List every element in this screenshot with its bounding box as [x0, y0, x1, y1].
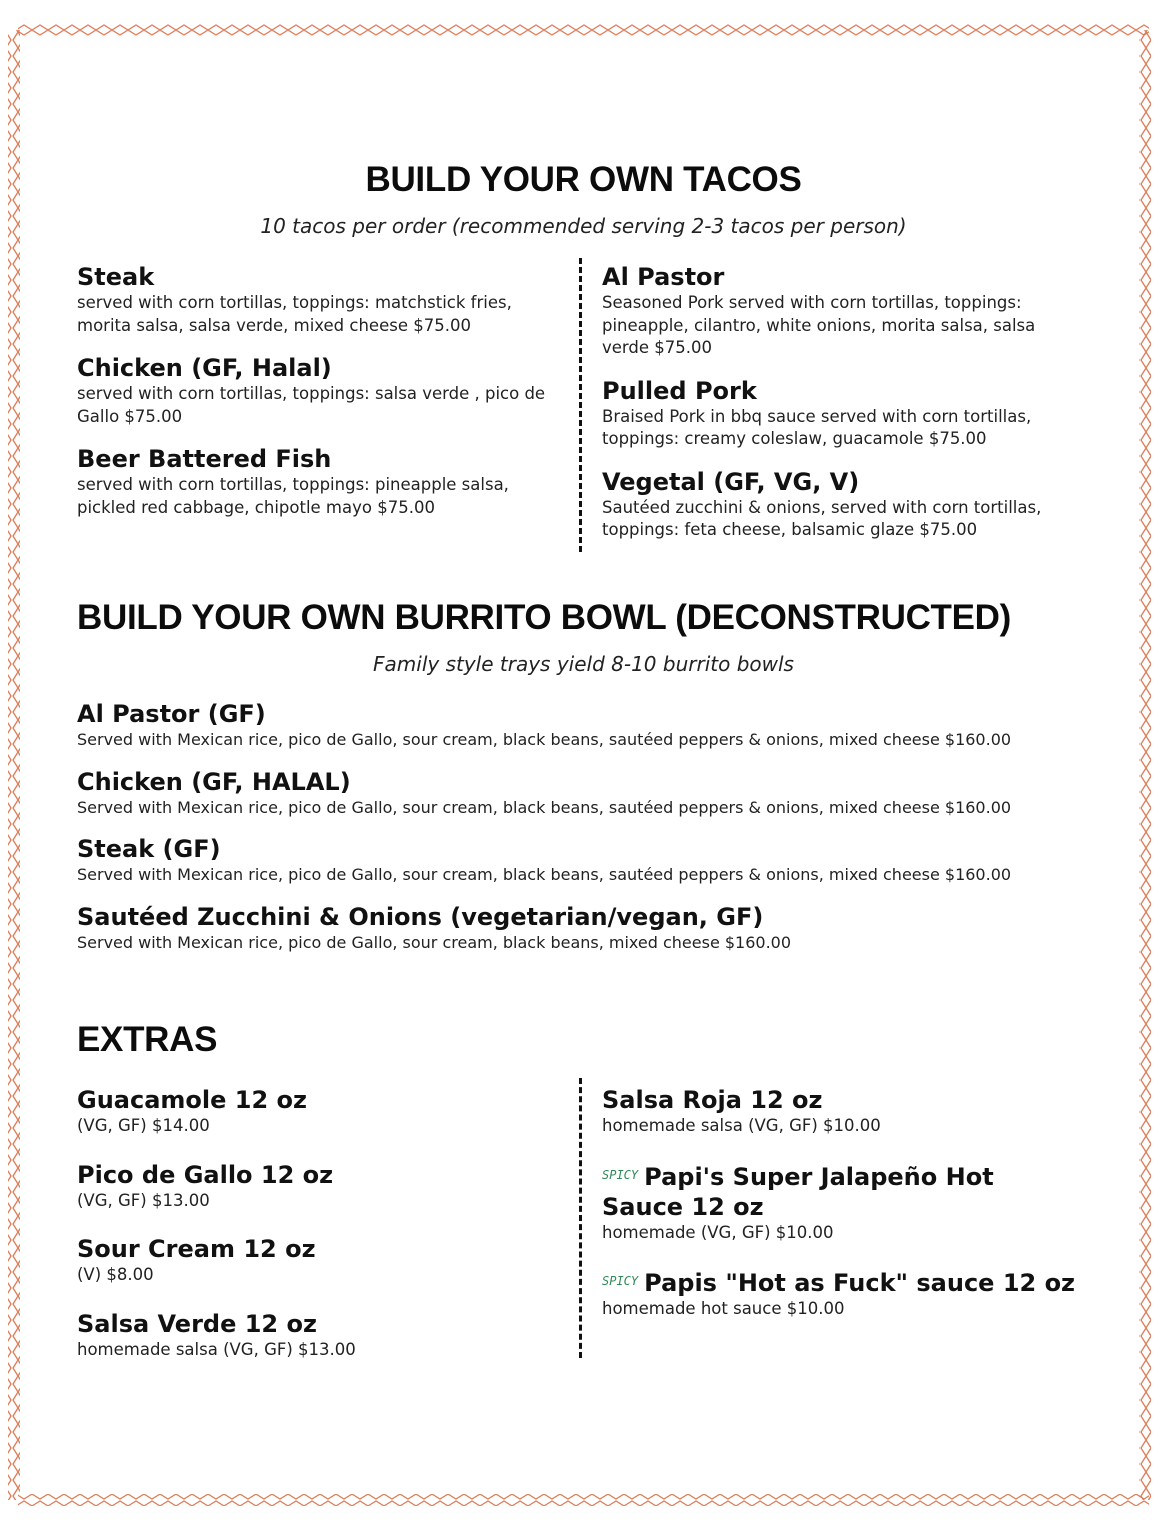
item-description: Served with Mexican rice, pico de Gallo, sour cream, black beans, sautéed peppers & onions, mixed cheese $160.00	[77, 865, 1012, 884]
item-description: homemade (VG, GF) $10.00	[602, 1222, 834, 1242]
menu-item	[602, 376, 1072, 451]
item-name: Steak	[77, 263, 155, 291]
item-description: (VG, GF) $14.00	[77, 1116, 210, 1135]
menu-item	[77, 444, 547, 519]
item-name: Al Pastor	[602, 263, 725, 291]
item-description: Seasoned Pork served with corn tortillas, toppings: pineapple, cilantro, white onions, morita salsa, salsa verde $75.00	[602, 293, 1036, 357]
item-description: served with corn tortillas, toppings: matchstick fries, morita salsa, salsa verde, mixed cheese $75.00	[77, 293, 512, 335]
item-name: Pulled Pork	[602, 376, 757, 405]
menu-item	[602, 467, 1072, 542]
spicy-badge: SPICY	[602, 1167, 639, 1182]
item-description: Braised Pork in bbq sauce served with corn tortillas, toppings: creamy coleslaw, guacamole $75.00	[602, 406, 1032, 448]
bowl-items	[77, 699, 1127, 969]
menu-item	[77, 1085, 547, 1138]
menu-item	[602, 262, 1072, 360]
item-name: Pico de Gallo 12 oz	[77, 1160, 334, 1189]
item-description: served with corn tortillas, toppings: salsa verde , pico de Gallo $75.00	[77, 384, 546, 426]
item-name: Sour Cream 12 oz	[77, 1235, 316, 1263]
item-name-row	[602, 1266, 1077, 1298]
menu-item	[77, 767, 1127, 820]
item-description: Served with Mexican rice, pico de Gallo, sour cream, black beans, sautéed peppers & onions, mixed cheese $160.00	[77, 730, 1012, 749]
tacos-left-column	[77, 262, 547, 535]
column-divider	[579, 1078, 582, 1358]
tacos-right-column	[602, 262, 1072, 558]
column-divider	[579, 258, 582, 552]
item-name: Chicken (GF, HALAL)	[77, 767, 351, 796]
menu-item	[77, 1160, 547, 1213]
menu-item	[77, 1309, 547, 1362]
menu-item	[77, 834, 1127, 887]
tacos-section-title: BUILD YOUR OWN TACOS	[365, 160, 802, 199]
menu-item	[77, 699, 1127, 752]
item-description: homemade salsa (VG, GF) $13.00	[77, 1339, 356, 1359]
item-description: homemade hot sauce $10.00	[602, 1299, 845, 1318]
item-name: Al Pastor (GF)	[77, 700, 266, 728]
bowl-section-title: BUILD YOUR OWN BURRITO BOWL (DECONSTRUCTED)	[77, 598, 1012, 637]
tacos-subtitle: 10 tacos per order (recommended serving 2-3 tacos per person)	[260, 214, 907, 238]
item-description: (VG, GF) $13.00	[77, 1190, 210, 1210]
item-description: Sautéed zucchini & onions, served with corn tortillas, toppings: feta cheese, balsamic glaze $75.00	[602, 497, 1042, 539]
menu-item	[77, 902, 1127, 955]
menu-item	[602, 1085, 1077, 1138]
item-name: Steak (GF)	[77, 835, 221, 863]
item-description: Served with Mexican rice, pico de Gallo, sour cream, black beans, sautéed peppers & onions, mixed cheese $160.00	[77, 797, 1012, 817]
menu-item	[602, 1266, 1077, 1321]
item-description: Served with Mexican rice, pico de Gallo, sour cream, black beans, mixed cheese $160.00	[77, 932, 792, 952]
item-name: Vegetal (GF, VG, V)	[602, 467, 860, 496]
item-description: served with corn tortillas, toppings: pineapple salsa, pickled red cabbage, chipotle mayo $75.00	[77, 475, 509, 517]
item-name: Sautéed Zucchini & Onions (vegetarian/vegan, GF)	[77, 902, 764, 931]
item-name: Guacamole 12 oz	[77, 1086, 307, 1114]
item-name: Papi's Super Jalapeño Hot Sauce 12 oz	[602, 1162, 994, 1221]
menu-item	[77, 353, 547, 428]
extras-left-column	[77, 1085, 547, 1383]
menu-item	[602, 1160, 1077, 1245]
item-name: Salsa Verde 12 oz	[77, 1309, 317, 1338]
item-name: Beer Battered Fish	[77, 445, 332, 473]
item-name-row	[602, 1160, 1077, 1222]
item-name: Salsa Roja 12 oz	[602, 1086, 823, 1114]
item-description: (V) $8.00	[77, 1265, 154, 1284]
bowl-subtitle: Family style trays yield 8-10 burrito bowls	[373, 652, 794, 676]
item-name: Chicken (GF, Halal)	[77, 354, 332, 382]
extras-right-column	[602, 1085, 1077, 1343]
item-description: homemade salsa (VG, GF) $10.00	[602, 1116, 881, 1135]
menu-item	[77, 262, 547, 337]
menu-item	[77, 1234, 547, 1287]
item-name: Papis "Hot as Fuck" sauce 12 oz	[644, 1269, 1076, 1297]
spicy-badge: SPICY	[602, 1274, 639, 1288]
extras-section-title: EXTRAS	[77, 1020, 218, 1059]
